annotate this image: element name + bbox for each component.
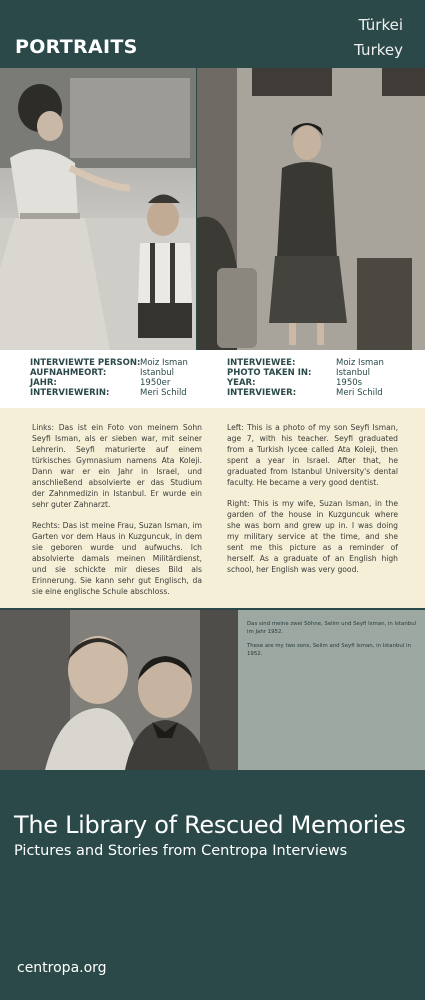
info-value [140, 368, 174, 378]
story-paragraph: Left: This is a photo of my son Seyfi Isman, age 7, with his teacher. Seyfi graduated from a Turkish lycee called Ata Koleji, then spent a year in Israel. After that, he graduated from Istanbul University's dental faculty. He became a very good dentist. [227, 423, 398, 487]
info-value-text: Moiz Isman [140, 358, 188, 368]
info-value [140, 388, 187, 398]
photo-two-sons [0, 610, 238, 770]
info-row [227, 388, 296, 398]
info-label: AUFNAHMEORT: [30, 368, 107, 378]
footer-title: The Library of Rescued Memories [14, 811, 406, 839]
story-paragraph: Links: Das ist ein Foto von meinem Sohn Seyfi Isman, als er sieben war, mit seiner Lehrerin. Seyfi maturierte auf einem türkisches Gymnasium namens Ata Koleji. Dann war er ein Jahr in Israel, und anschließend absolvierte er das Studium der Zahnmedizin in Istanbul. Er wurde ein sehr guter Zahnarzt. [32, 423, 202, 509]
info-value-text: 1950s [336, 378, 363, 388]
story-german [32, 422, 202, 607]
country-german: Türkei [358, 16, 403, 34]
info-value-text: Istanbul [140, 368, 175, 378]
section-divider [0, 770, 425, 798]
page-title: PORTRAITS [15, 36, 138, 58]
info-value-text: Moiz Isman [336, 358, 384, 368]
photo-wife-in-garden-image [197, 68, 425, 350]
info-label: INTERVIEWEE: [227, 358, 296, 368]
photo-two-sons-image [0, 610, 238, 770]
caption-german: Das sind meine zwei Söhne, Selim und Seyfi Isman, in Istanbul im Jahr 1952. [247, 621, 417, 635]
caption-english: These are my two sons, Selim and Seyfi Isman, in Istanbul in 1952. [247, 643, 411, 657]
info-value-text: Meri Schild [336, 388, 383, 398]
footer-url[interactable]: centropa.org [17, 960, 107, 976]
photo-caption [238, 610, 425, 770]
info-value [336, 378, 362, 388]
story-paragraph: Rechts: Das ist meine Frau, Suzan Isman, im Garten vor dem Haus in Kuzguncuk, in dem sie geboren wurde und aufwuchs. Ich absolvierte damals meinen Militärdienst, und sie schickte mir dieses Bild als Erinnerung. Sie kann sehr gut Englisch, da sie eine englische Schule abschloss. [32, 521, 202, 596]
info-row [227, 358, 295, 368]
info-row [30, 388, 109, 398]
interview-info [0, 350, 425, 408]
info-value [336, 368, 370, 378]
info-label: INTERVIEWERIN: [30, 388, 110, 398]
info-label: PHOTO TAKEN IN: [227, 368, 312, 378]
info-value [336, 358, 384, 368]
info-value [140, 378, 170, 388]
info-label: JAHR: [30, 378, 57, 388]
info-value-text: 1950er [140, 378, 171, 388]
info-row [30, 378, 57, 388]
header [0, 0, 425, 68]
story-paragraph: Right: This is my wife, Suzan Isman, in the garden of the house in Kuzguncuk where she was born and grew up in. I was doing my military service at the time, and she sent me this picture as a reminder of herself. As a graduate of an English high school, her English was very good. [227, 499, 398, 574]
info-value [336, 388, 383, 398]
footer-subtitle: Pictures and Stories from Centropa Interviews [14, 843, 348, 859]
photo-teacher-with-boy [0, 68, 196, 350]
info-value-text: Istanbul [336, 368, 371, 378]
info-value-text: Meri Schild [140, 388, 187, 398]
info-label: INTERVIEWTE PERSON: [30, 358, 141, 368]
info-value [140, 358, 188, 368]
info-row [30, 368, 106, 378]
info-row [30, 358, 140, 368]
info-row [227, 368, 311, 378]
info-label: YEAR: [227, 378, 256, 388]
story-text-area [0, 408, 425, 608]
country-english: Turkey [354, 41, 403, 59]
photo-wife-in-garden [197, 68, 425, 350]
story-english [227, 422, 398, 585]
info-label: INTERVIEWER: [227, 388, 297, 398]
photo-teacher-with-boy-image [0, 68, 196, 350]
info-row [227, 378, 255, 388]
